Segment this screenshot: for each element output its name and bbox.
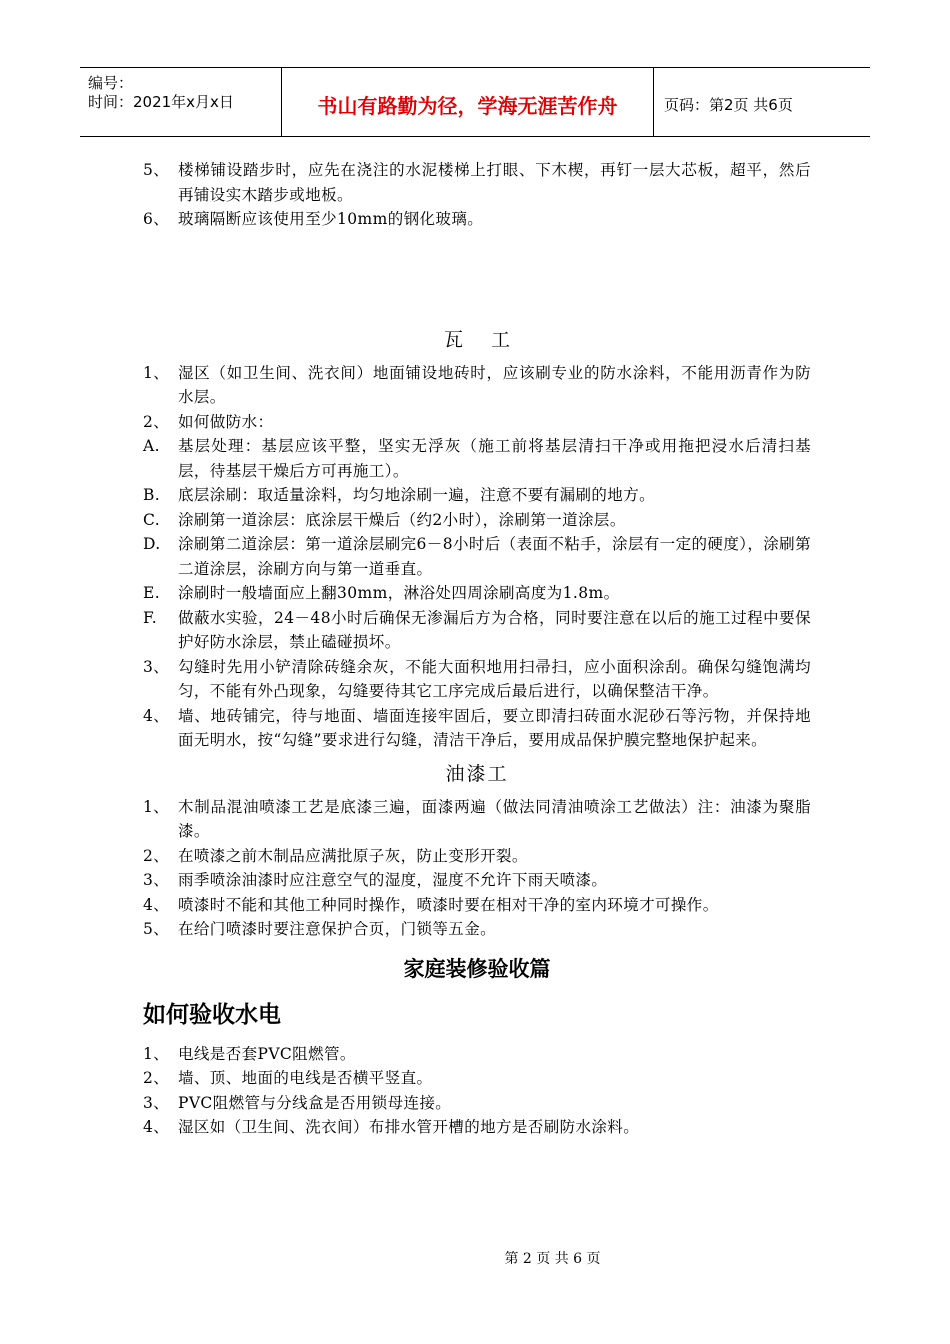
header-time: 时间：2021年x月x日 [88, 93, 234, 111]
list-item [143, 1115, 811, 1140]
list-item [143, 434, 811, 483]
list-item-text: 做蔽水实验，24－48小时后确保无渗漏后方为合格，同时要注意在以后的施工过程中要保护好防水涂层，禁止磕碰损坏。 [178, 608, 811, 651]
section-title-acceptance: 家庭装修验收篇 [403, 956, 551, 981]
list-item [143, 704, 811, 753]
list-item-text: 喷漆时不能和其他工种同时操作，喷漆时要在相对干净的室内环境才可操作。 [178, 895, 719, 914]
list-item-text: 木制品混油喷漆工艺是底漆三遍，面漆两遍（做法同清油喷涂工艺做法）注：油漆为聚脂漆。 [178, 797, 811, 840]
list-item-number: 2、 [143, 412, 170, 431]
page-header [80, 67, 870, 137]
list-item-number: 4、 [143, 895, 170, 914]
list-item-number: 1、 [143, 1044, 170, 1063]
list-item [143, 606, 811, 655]
list-item [143, 917, 811, 942]
list-item [143, 532, 811, 581]
list-item-text: 勾缝时先用小铲清除砖缝余灰，不能大面积地用扫帚扫，应小面积涂刮。确保勾缝饱满均匀，不能有外凸现象，勾缝要待其它工序完成后最后进行，以确保整洁干净。 [178, 657, 811, 700]
list-item-text: 在给门喷漆时要注意保护合页，门锁等五金。 [178, 920, 497, 938]
list-item-number: B. [143, 486, 161, 504]
painting-list [143, 795, 811, 942]
list-item-number: A. [143, 437, 160, 455]
list-item-text: 涂刷时一般墙面应上翻30mm，淋浴处四周涂刷高度为1.8m。 [178, 584, 620, 602]
subsection-title-plumbing-electric: 如何验收水电 [143, 1001, 281, 1028]
list-item-number: E. [143, 584, 161, 602]
header-page-number: 页码：第2页 共6页 [664, 95, 793, 114]
list-item-text: 如何做防水： [178, 412, 274, 431]
list-item-number: C. [143, 510, 161, 529]
list-item-number: 3、 [143, 1093, 170, 1112]
list-item [143, 158, 811, 207]
list-item [143, 361, 811, 410]
list-item-text: 墙、顶、地面的电线是否横平竖直。 [178, 1069, 433, 1087]
list-item [143, 483, 811, 508]
section-title-tiling: 瓦工 [443, 328, 538, 351]
list-item-number: 1、 [143, 797, 170, 816]
list-item-number: F. [143, 608, 158, 627]
list-item [143, 795, 811, 844]
list-item [143, 655, 811, 704]
list-item-number: 5、 [143, 920, 170, 938]
list-item-number: 3、 [143, 657, 170, 676]
list-item-number: 6、 [143, 210, 170, 228]
list-item [143, 868, 811, 893]
list-item [143, 207, 811, 232]
list-item [143, 844, 811, 869]
page-footer: 第 2 页 共 6 页 [504, 1251, 601, 1267]
carpentry-list [143, 158, 811, 232]
list-item-text: 墙、地砖铺完，待与地面、墙面连接牢固后，要立即清扫砖面水泥砂石等污物，并保持地面无明水，按“勾缝”要求进行勾缝，清洁干净后，要用成品保护膜完整地保护起来。 [178, 706, 811, 749]
header-meta [80, 68, 282, 136]
list-item-text: 玻璃隔断应该使用至少10mm的钢化玻璃。 [178, 210, 484, 228]
list-item-text: 底层涂刷：取适量涂料，均匀地涂刷一遍，注意不要有漏刷的地方。 [178, 486, 656, 504]
list-item-number: D. [143, 535, 161, 553]
tiling-list [143, 361, 811, 753]
list-item-text: 基层处理：基层应该平整，坚实无浮灰（施工前将基层清扫干净或用拖把浸水后清扫基层，待基层干燥后方可再施工）。 [178, 437, 811, 480]
list-item-text: 在喷漆之前木制品应满批原子灰，防止变形开裂。 [178, 846, 528, 865]
header-motto: 书山有路勤为径，学海无涯苦作舟 [282, 68, 654, 136]
list-item-text: 楼梯铺设踏步时，应先在浇注的水泥楼梯上打眼、下木楔，再钉一层大芯板，超平，然后再铺设实木踏步或地板。 [178, 161, 811, 204]
header-number: 编号： [88, 74, 134, 92]
list-item [143, 893, 811, 918]
list-item-text: 涂刷第二道涂层：第一道涂层刷完6－8小时后（表面不粘手，涂层有一定的硬度），涂刷第二道涂层，涂刷方向与第一道垂直。 [178, 535, 811, 578]
list-item-text: 电线是否套PVC阻燃管。 [178, 1044, 356, 1063]
list-item [143, 1042, 811, 1067]
list-item-number: 2、 [143, 1069, 170, 1087]
list-item-text: 雨季喷涂油漆时应注意空气的湿度，湿度不允许下雨天喷漆。 [178, 871, 608, 889]
list-item-number: 4、 [143, 706, 170, 725]
list-item [143, 581, 811, 606]
list-item-number: 3、 [143, 871, 170, 889]
list-item-text: PVC阻燃管与分线盒是否用锁母连接。 [178, 1093, 452, 1112]
list-item-text: 湿区（如卫生间、洗衣间）地面铺设地砖时，应该刷专业的防水涂料，不能用沥青作为防水层。 [178, 363, 811, 406]
list-item [143, 1066, 811, 1091]
list-item [143, 410, 811, 435]
list-item [143, 1091, 811, 1116]
acceptance-list [143, 1042, 811, 1140]
document-body [143, 158, 811, 1140]
list-item-number: 2、 [143, 846, 170, 865]
list-item-text: 涂刷第一道涂层：底涂层干燥后（约2小时），涂刷第一道涂层。 [178, 510, 626, 529]
list-item-number: 1、 [143, 363, 170, 382]
section-title-painting: 油漆工 [445, 762, 509, 785]
list-item-number: 5、 [143, 161, 170, 179]
list-item-text: 湿区如（卫生间、洗衣间）布排水管开槽的地方是否刷防水涂料。 [178, 1118, 640, 1136]
list-item [143, 508, 811, 533]
list-item-number: 4、 [143, 1118, 170, 1136]
